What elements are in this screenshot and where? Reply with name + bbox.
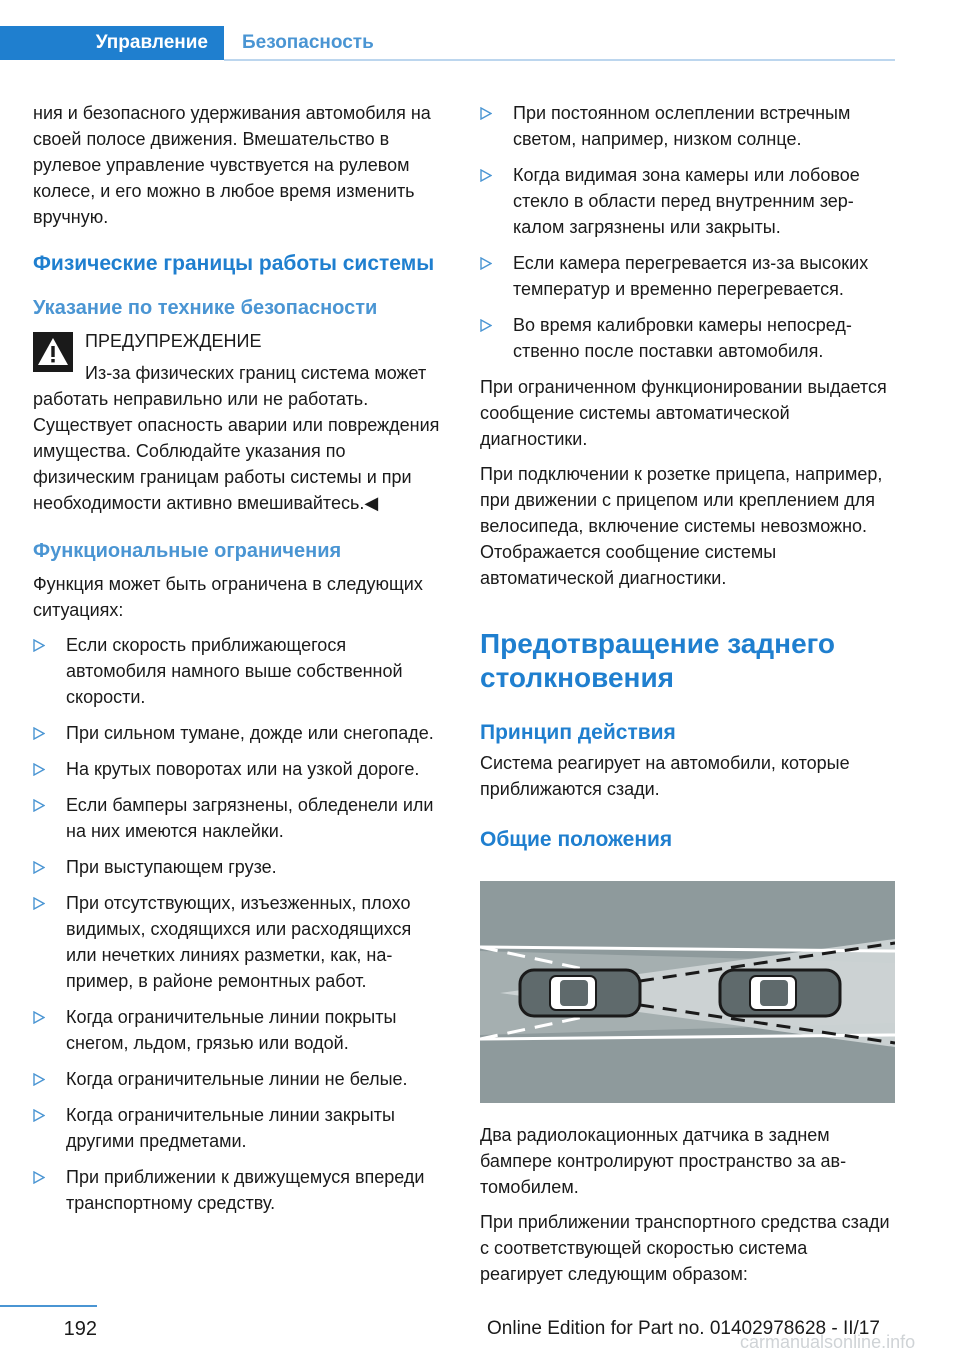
triangle-right-icon: [480, 257, 492, 270]
list-item: [33, 756, 445, 782]
rear-radar-illustration: [480, 881, 895, 1103]
trailer-paragraph: При подключении к розетке прицепа, например, при движении с прицепом или креплением для велосипеда, включение системы невозможно. Отображается сообщение системы автоматической диагностики.: [480, 464, 883, 588]
list-item: [33, 1102, 445, 1154]
warning-text: Из-за физических границ система может работать неправильно или не работать. Существует опасность аварии или повреждения имущества. Соблюдайте указания по физическим границам работы системы и при необходимости активно вмешивайтесь.◀: [33, 363, 440, 513]
list-item-text: Когда видимая зона камеры или лобовое стекло в области перед внутренним зеркалом загрязнены или закрыты.: [513, 165, 860, 237]
warning-block: [33, 328, 445, 516]
section-title: Физические границы работы системы: [33, 252, 435, 275]
figure-caption-1: Два радиолокационных датчика в заднем бампере контролируют пространство за автомобилем.: [480, 1125, 847, 1197]
limits-list-continued: [480, 100, 895, 364]
triangle-right-icon: [33, 861, 45, 874]
front-car: [720, 970, 840, 1016]
triangle-right-icon: [33, 1171, 45, 1184]
tab-control[interactable]: Управление: [0, 26, 224, 60]
list-item: [480, 100, 895, 152]
left-column: [33, 100, 445, 1226]
list-item: [33, 632, 445, 710]
list-item-text: Когда ограничительные линии закрыты другими предметами.: [66, 1105, 395, 1151]
list-item-text: Во время калибровки камеры непосредственно после поставки автомобиля.: [513, 315, 852, 361]
list-item-text: Если камера перегревается из-за высоких температур и временно перегревается.: [513, 253, 869, 299]
triangle-right-icon: [33, 897, 45, 910]
page-number: 192: [63, 1318, 97, 1340]
general-heading: Общие положения: [480, 828, 673, 851]
list-item-text: Если бамперы загрязнены, обледенели или на них имеются наклейки.: [66, 795, 434, 841]
list-item-text: При отсутствующих, изъезженных, плохо видимых, сходящихся или расходящихся или нечетких линиях разметки, как, например, в районе ремонтных работ.: [66, 893, 412, 991]
triangle-right-icon: [480, 169, 492, 182]
triangle-right-icon: [33, 763, 45, 776]
limits-intro: Функция может быть ограничена в следующих ситуациях:: [33, 574, 423, 620]
list-item: [33, 1164, 445, 1216]
list-item: [480, 250, 895, 302]
page-header: [0, 0, 960, 62]
principle-heading: Принцип действия: [480, 721, 676, 744]
footer-divider: [0, 1305, 97, 1307]
triangle-right-icon: [33, 799, 45, 812]
list-item: [33, 1004, 445, 1056]
diagnostics-paragraph: При ограниченном функционировании выдается сообщение системы автоматической диагностики.: [480, 377, 887, 449]
triangle-right-icon: [480, 319, 492, 332]
rear-car: [520, 970, 640, 1016]
list-item-text: При приближении к движущемуся впереди транспортному средству.: [66, 1167, 425, 1213]
triangle-right-icon: [480, 107, 492, 120]
safety-heading: Указание по технике безопасности: [33, 297, 378, 319]
list-item-text: При постоянном ослеплении встречным светом, например, низком солнце.: [513, 103, 851, 149]
right-column: [480, 100, 895, 1296]
list-item: [33, 720, 445, 746]
edition-label: Online Edition for Part no. 01402978628 - II/17: [487, 1318, 880, 1339]
list-item-text: Когда ограничительные линии не белые.: [66, 1069, 408, 1089]
list-item: [480, 162, 895, 240]
list-item: [33, 1066, 445, 1092]
triangle-right-icon: [33, 639, 45, 652]
list-item: [33, 854, 445, 880]
triangle-right-icon: [33, 727, 45, 740]
intro-paragraph: ния и безопасного удерживания автомобиля на своей полосе движения. Вмешательство в рулевое управление чувствуется на рулевом колесе, и его можно в любое время изменить вручную.: [33, 103, 431, 227]
list-item-text: Если скорость приближающегося автомобиля намного выше собственной скорости.: [66, 635, 403, 707]
list-item-text: При выступающем грузе.: [66, 857, 277, 877]
list-item: [33, 792, 445, 844]
triangle-right-icon: [33, 1011, 45, 1024]
tab-safety[interactable]: Безопасность: [242, 32, 374, 53]
triangle-right-icon: [33, 1109, 45, 1122]
limits-heading: Функциональные ограничения: [33, 540, 342, 562]
warning-title: ПРЕДУПРЕЖДЕНИЕ: [85, 331, 262, 351]
chapter-title: Предотвращение заднего столкновения: [480, 628, 836, 693]
figure-caption-2: При приближении транспортного средства сзади с соответствующей скоростью система реагирует следующим образом:: [480, 1212, 890, 1284]
limits-list: [33, 632, 445, 1216]
warning-triangle-icon: [33, 332, 73, 372]
list-item-text: Когда ограничительные линии покрыты снегом, льдом, грязью или водой.: [66, 1007, 397, 1053]
list-item-text: На крутых поворотах или на узкой дороге.: [66, 759, 420, 779]
list-item-text: При сильном тумане, дожде или снегопаде.: [66, 723, 434, 743]
principle-text: Система реагирует на автомобили, которые приближаются сзади.: [480, 753, 850, 799]
list-item: [480, 312, 895, 364]
header-divider: [224, 59, 895, 61]
watermark: carmanualsonline.info: [740, 1332, 916, 1352]
list-item: [33, 890, 445, 994]
triangle-right-icon: [33, 1073, 45, 1086]
